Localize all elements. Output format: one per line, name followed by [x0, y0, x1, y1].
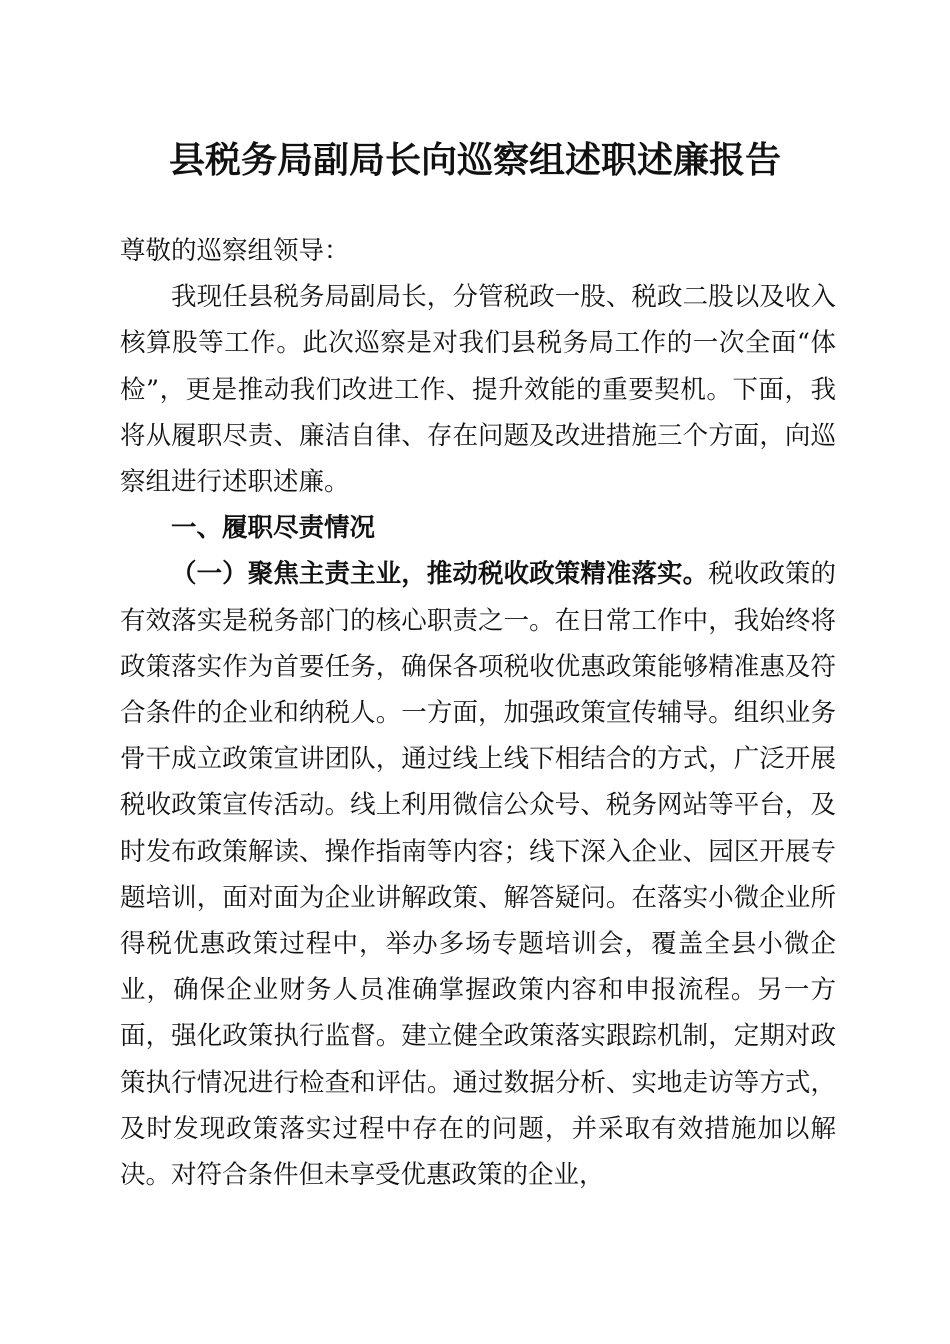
document-body [120, 228, 836, 1198]
section-heading-1: 一、履职尽责情况 [171, 513, 376, 544]
document-title: 县税务局副局长向巡察组述职述廉报告 [168, 139, 781, 181]
subsection-heading-1: （一）聚焦主责主业，推动税收政策精准落实。 [171, 559, 709, 590]
salutation: 尊敬的巡察组领导： [120, 236, 350, 266]
subsection-paragraph-1 [120, 551, 836, 1198]
subsection-body-1: 税收政策的有效落实是税务部门的核心职责之一。在日常工作中，我始终将政策落实作为首要任务，确保各项税收优惠政策能够精准惠及符合条件的企业和纳税人。一方面，加强政策宣传辅导。组织业务骨干成立政策宣讲团队，通过线上线下相结合的方式，广泛开展税收政策宣传活动。线上利用微信公众号、税务网站等平台，及时发布政策解读、操作指南等内容；线下深入企业、园区开展专题培训，面对面为企业讲解政策、解答疑问。在落实小微企业所得税优惠政策过程中，举办多场专题培训会，覆盖全县小微企业，确保企业财务人员准确掌握政策内容和申报流程。另一方面，强化政策执行监督。建立健全政策落实跟踪机制，定期对政策执行情况进行检查和评估。通过数据分析、实地走访等方式，及时发现政策落实过程中存在的问题，并采取有效措施加以解决。对符合条件但未享受优惠政策的企业， [120, 559, 836, 1191]
intro-paragraph: 我现任县税务局副局长，分管税政一股、税政二股以及收入核算股等工作。此次巡察是对我们县税务局工作的一次全面“体检”，更是推动我们改进工作、提升效能的重要契机。下面，我将从履职尽责、廉洁自律、存在问题及改进措施三个方面，向巡察组进行述职述廉。 [120, 282, 836, 498]
